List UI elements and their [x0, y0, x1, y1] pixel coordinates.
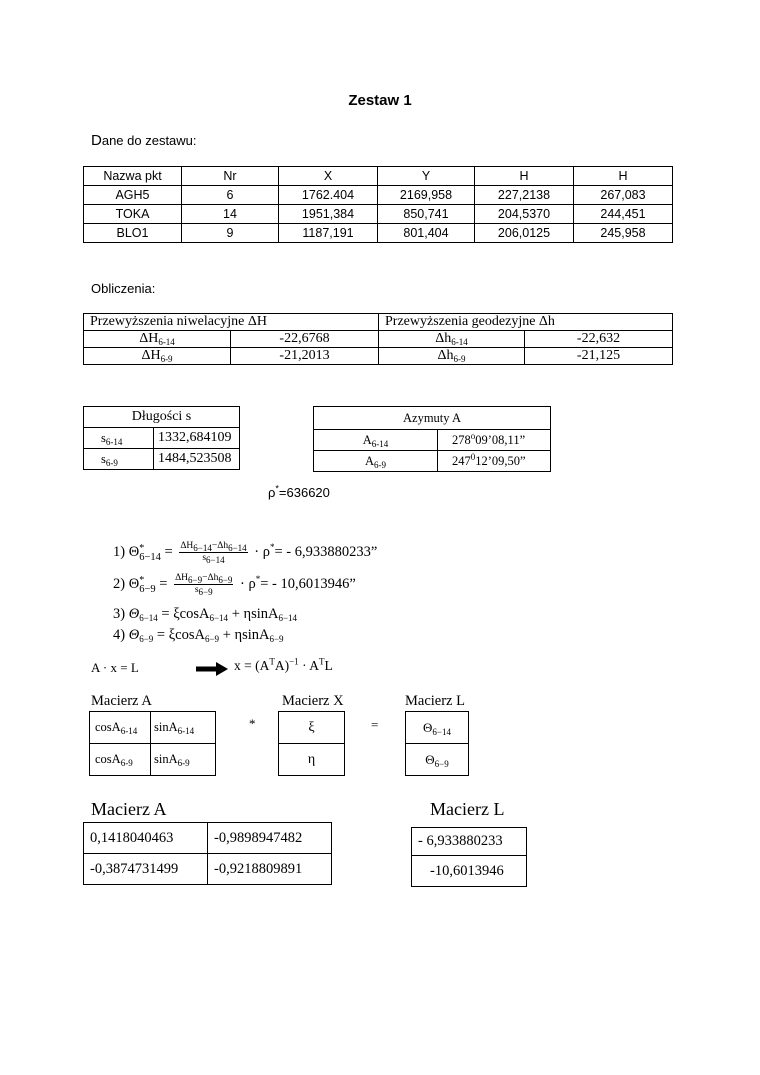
rho-symbol: ρ	[268, 485, 276, 500]
num-sub: 6−14	[228, 543, 247, 553]
eq-number: 2)	[113, 575, 126, 592]
matrix-equation-left: A · x = L	[91, 660, 139, 675]
result-a-label: Macierz A	[91, 799, 167, 819]
dlugosci-header: Długości s	[84, 407, 240, 428]
dlugosci-value-cell: 1332,684109	[154, 428, 240, 449]
eq-result: = - 10,6013946”	[260, 575, 356, 592]
dane-cell: 9	[182, 224, 279, 243]
macierz-a-label: Macierz A	[91, 693, 152, 709]
num-minus: −Δh	[202, 573, 219, 583]
dH-label-cell	[84, 331, 231, 348]
num-symbol: ΔH	[175, 573, 189, 583]
dane-table	[83, 166, 673, 243]
num-sub: 6−9	[188, 575, 203, 585]
matrix-x-cell: η	[279, 744, 345, 776]
inverse-mark: −1	[289, 656, 299, 667]
dh-value-cell: -22,632	[525, 331, 673, 348]
dh-value-cell: -21,125	[525, 348, 673, 365]
matrix-a-row	[90, 744, 216, 776]
geodezyjne-header: Przewyższenia geodezyjne Δh	[379, 314, 673, 331]
azymuty-header: Azymuty A	[314, 407, 551, 430]
dH-symbol: ΔH	[141, 348, 161, 363]
eq-number: 1)	[113, 543, 126, 560]
dH-value-cell: -22,6768	[231, 331, 379, 348]
equation-2: 2) Θ* 6−9 = $\frac{\Delta H_{6-9}-\Delta h_{6-9}}{s_{6-9}}$ · ρ*= - 10,6013946”	[113, 573, 356, 597]
solution-part: x = (A	[234, 658, 270, 673]
matrix-a-cell	[90, 744, 151, 776]
dane-cell: 204,5370	[475, 205, 574, 224]
azymuty-table	[313, 406, 551, 472]
matrix-a-cell	[151, 744, 216, 776]
result-a-cell: 0,1418040463	[84, 823, 208, 854]
solution-part: L	[324, 658, 333, 673]
dH-symbol: ΔH	[139, 331, 159, 346]
num-sub: 6−14	[193, 543, 212, 553]
dlugosci-value-cell: 1484,523508	[154, 449, 240, 470]
matrix-a-symbolic	[89, 711, 216, 776]
matrix-x-row	[279, 744, 345, 776]
przewyzszenia-table	[83, 313, 673, 365]
dane-cell: 1762.404	[279, 186, 378, 205]
dane-cell: 267,083	[574, 186, 673, 205]
transpose-mark: T	[318, 656, 325, 667]
rhs-subscript: 6−9	[269, 634, 284, 644]
dane-row	[84, 205, 673, 224]
dane-header-cell: H	[475, 167, 574, 186]
rho-value: =636620	[278, 485, 330, 500]
dane-header-cell: H	[574, 167, 673, 186]
theta-star: *	[139, 574, 145, 586]
rhs-sin-term: + ηsinA	[231, 606, 279, 622]
den-sub: 6−14	[206, 555, 225, 565]
azymut-label-cell	[314, 430, 438, 451]
dane-cell: 1187,191	[279, 224, 378, 243]
dane-cell: 245,958	[574, 224, 673, 243]
dh-symbol: Δh	[437, 348, 454, 363]
cell-sub: 6-14	[177, 726, 195, 736]
theta-symbol: Θ	[128, 575, 140, 592]
dane-header-cell: X	[279, 167, 378, 186]
matrix-l-cell	[406, 744, 469, 776]
den-symbol: s	[202, 553, 207, 563]
A-subscript: 6-9	[374, 459, 387, 470]
dlugosci-row	[84, 449, 240, 470]
dh-subscript: 6-9	[453, 354, 466, 364]
equals-sign: =	[371, 717, 379, 732]
cell-sub: 6-9	[177, 758, 190, 768]
dH-subscript: 6-14	[158, 337, 175, 347]
theta-subscript: 6−9	[434, 758, 449, 769]
dane-label	[91, 132, 197, 149]
dane-cell: 244,451	[574, 205, 673, 224]
result-a-row	[84, 823, 332, 854]
cell-text: sinA	[154, 720, 178, 734]
dane-label-rest: ane do zestawu:	[101, 133, 197, 148]
azymut-value-cell	[438, 451, 551, 472]
przewyzszenia-row	[84, 348, 673, 365]
title-text: Zestaw 1	[348, 92, 412, 109]
equation-1: 1) Θ* 6−14 = $\frac{\Delta H_{6-14}-\Delta h_{6-14}}{s_{6-14}}$ · ρ*= - 6,933880233”	[113, 541, 378, 565]
theta-symbol: Θ	[128, 606, 140, 622]
equation-4	[113, 627, 284, 644]
A-symbol: A	[362, 432, 372, 447]
azymuty-row	[314, 451, 551, 472]
matrix-l-symbolic	[405, 711, 469, 776]
num-sub: 6−9	[218, 575, 233, 585]
theta-term	[128, 574, 156, 595]
result-l-cell: -10,6013946	[412, 856, 527, 887]
dh-subscript: 6-14	[451, 337, 468, 347]
macierz-l-label: Macierz L	[405, 693, 465, 709]
fraction	[174, 573, 233, 596]
matrix-a-cell	[90, 712, 151, 744]
rho-term: · ρ	[240, 575, 256, 592]
dh-label-cell	[379, 331, 525, 348]
dh-symbol: Δh	[435, 331, 452, 346]
A-symbol: A	[364, 453, 375, 468]
degree-mark: o	[470, 430, 476, 441]
przewyzszenia-row	[84, 331, 673, 348]
dane-header-cell: Nazwa pkt	[84, 167, 182, 186]
dane-cell: AGH5	[84, 186, 182, 205]
matrix-l-row	[406, 712, 469, 744]
result-l-row	[412, 856, 527, 887]
dane-label-first: D	[91, 132, 102, 149]
azymut-label-cell	[314, 451, 438, 472]
rhs-sin-term: + ηsinA	[222, 627, 270, 643]
theta-subscript: 6−14	[139, 613, 158, 623]
dane-cell: 206,0125	[475, 224, 574, 243]
result-l-cell: - 6,933880233	[412, 828, 527, 856]
azymut-minutes-seconds: 09’08,11”	[475, 432, 526, 447]
num-minus: −Δh	[211, 541, 229, 551]
s-symbol: s	[101, 430, 106, 445]
rho-constant	[268, 485, 330, 500]
theta-subscript: 6−9	[139, 634, 154, 644]
result-l-row	[412, 828, 527, 856]
page-title	[0, 92, 760, 109]
s-symbol: s	[101, 451, 106, 466]
theta-star: *	[139, 542, 145, 554]
matrix-l-row	[406, 744, 469, 776]
rho-star: *	[275, 483, 279, 494]
s-subscript: 6-14	[105, 436, 123, 447]
dH-label-cell	[84, 348, 231, 365]
dane-cell: 6	[182, 186, 279, 205]
eq-number: 3)	[113, 606, 126, 622]
dlugosci-row	[84, 428, 240, 449]
dane-header-row	[84, 167, 673, 186]
dane-cell: 850,741	[378, 205, 475, 224]
theta-symbol: Θ	[128, 627, 140, 643]
result-a-row	[84, 854, 332, 885]
rho-star: *	[255, 574, 261, 584]
matrix-a-cell	[151, 712, 216, 744]
matrix-equation-right	[234, 658, 333, 674]
solution-part: A)	[274, 658, 290, 673]
den-sub: 6−9	[198, 587, 213, 597]
transpose-mark: T	[269, 656, 275, 667]
cell-text: cosA	[95, 720, 121, 734]
matrix-x-row	[279, 712, 345, 744]
eq-number: 4)	[113, 627, 126, 643]
dane-cell: 801,404	[378, 224, 475, 243]
rhs-subscript: 6−14	[209, 613, 229, 623]
azymut-value-cell	[438, 430, 551, 451]
fraction	[179, 541, 247, 564]
dane-cell: 14	[182, 205, 279, 224]
dlugosci-table	[83, 406, 240, 470]
A-subscript: 6-14	[371, 438, 389, 449]
cell-text: sinA	[154, 752, 178, 766]
rhs-subscript: 6−9	[204, 634, 220, 644]
cell-sub: 6-14	[120, 726, 138, 736]
equation-3	[113, 606, 297, 623]
azymuty-header-row	[314, 407, 551, 430]
theta-subscript: 6−14	[139, 551, 161, 563]
theta-subscript: 6−14	[432, 726, 451, 737]
num-symbol: ΔH	[180, 541, 194, 551]
theta-term	[128, 542, 161, 563]
cell-sub: 6-9	[120, 758, 133, 768]
theta-symbol: Θ	[128, 543, 140, 560]
dane-cell: 1951,384	[279, 205, 378, 224]
theta-symbol: Θ	[423, 719, 433, 735]
result-matrix-a	[83, 822, 332, 885]
rho-star: *	[270, 542, 275, 552]
azymut-minutes-seconds: 12’09,50”	[475, 453, 526, 468]
dane-cell: TOKA	[84, 205, 182, 224]
dh-label-cell	[379, 348, 525, 365]
cell-text: cosA	[95, 752, 121, 766]
dane-row	[84, 186, 673, 205]
rhs-cos-term: = ξcosA	[156, 627, 205, 643]
s-subscript: 6-9	[105, 457, 118, 468]
macierz-x-label: Macierz X	[282, 693, 344, 709]
dane-header-cell: Nr	[182, 167, 279, 186]
dlugosci-label-cell	[84, 449, 154, 470]
dlugosci-header-row	[84, 407, 240, 428]
matrix-x-symbolic	[278, 711, 345, 776]
result-l-label: Macierz L	[430, 799, 505, 819]
theta-symbol: Θ	[425, 751, 435, 767]
azymut-degrees: 247	[452, 453, 471, 468]
dH-value-cell: -21,2013	[231, 348, 379, 365]
matrix-x-cell: ξ	[279, 712, 345, 744]
den-symbol: s	[194, 585, 199, 595]
degree-mark: 0	[470, 451, 476, 462]
dane-cell: 2169,958	[378, 186, 475, 205]
rho-term: · ρ	[254, 543, 270, 560]
result-matrix-l	[411, 827, 527, 887]
dlugosci-label-cell	[84, 428, 154, 449]
matrix-l-cell	[406, 712, 469, 744]
arrow-right-icon	[196, 662, 228, 676]
multiply-sign: *	[249, 716, 256, 731]
theta-subscript: 6−9	[139, 583, 156, 595]
rhs-subscript: 6−14	[278, 613, 298, 623]
matrix-a-row	[90, 712, 216, 744]
result-a-cell: -0,9898947482	[208, 823, 332, 854]
dane-cell: BLO1	[84, 224, 182, 243]
dH-subscript: 6-9	[160, 354, 173, 364]
obliczenia-label: Obliczenia:	[91, 281, 156, 296]
azymut-degrees: 278	[452, 432, 471, 447]
solution-part: · A	[302, 658, 319, 673]
przewyzszenia-header-row	[84, 314, 673, 331]
azymuty-row	[314, 430, 551, 451]
rhs-cos-term: = ξcosA	[161, 606, 210, 622]
result-a-cell: -0,9218809891	[208, 854, 332, 885]
result-a-cell: -0,3874731499	[84, 854, 208, 885]
dane-cell: 227,2138	[475, 186, 574, 205]
eq-result: = - 6,933880233”	[274, 543, 378, 560]
dane-header-cell: Y	[378, 167, 475, 186]
dane-row	[84, 224, 673, 243]
niwelacyjne-header: Przewyższenia niwelacyjne ΔH	[84, 314, 379, 331]
